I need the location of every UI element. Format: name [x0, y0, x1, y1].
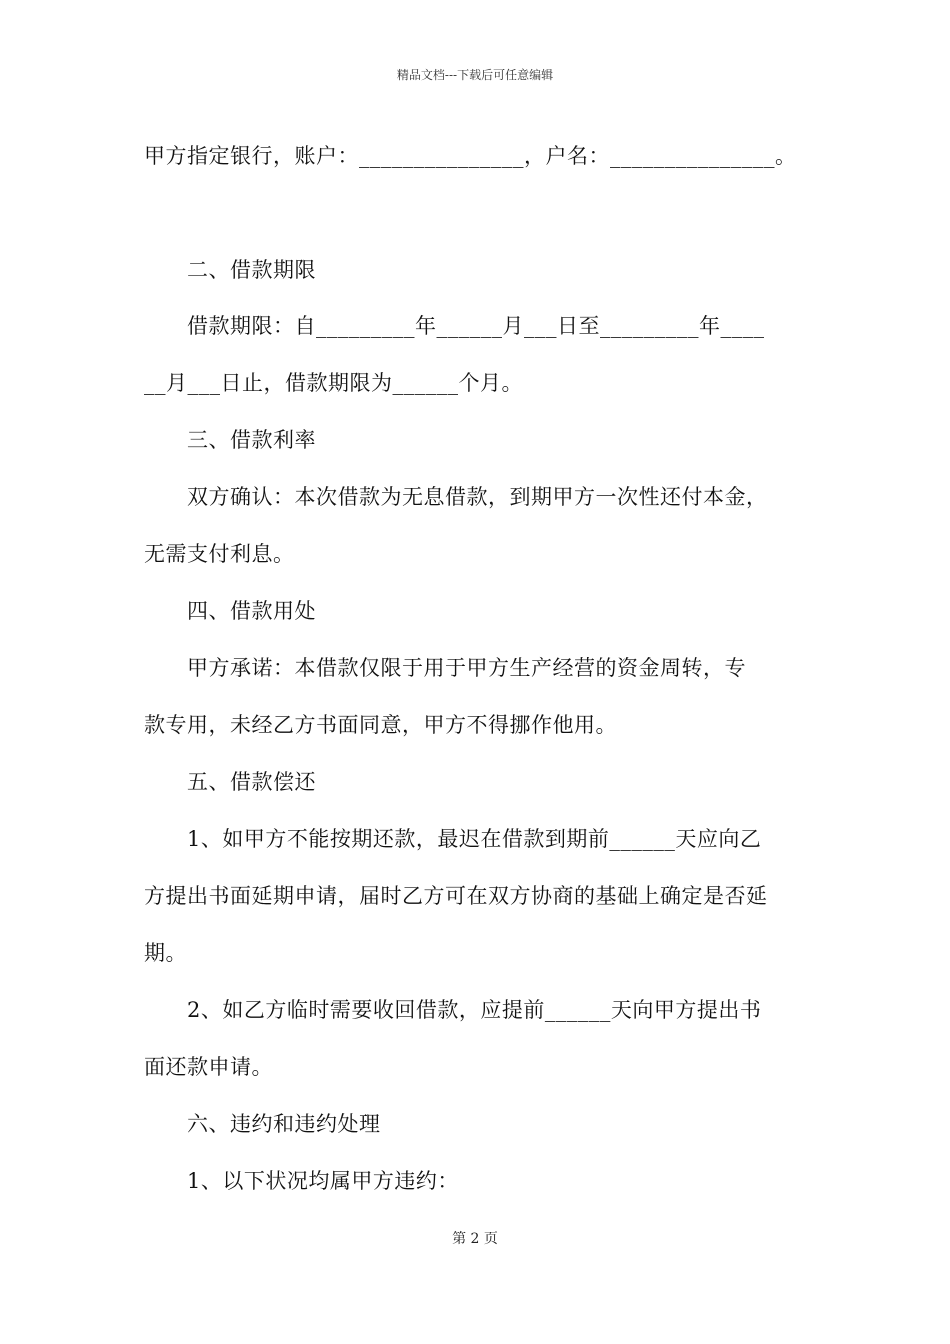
paragraph-line: 借款期限：自_________年______月___日至_________年____ — [144, 314, 765, 338]
paragraph-line: 无需支付利息。 — [144, 542, 295, 566]
paragraph-line: 双方确认：本次借款为无息借款，到期甲方一次性还付本金， — [144, 485, 768, 509]
bank-account-line: 甲方指定银行，账户：_______________，户名：_______________。 — [144, 144, 797, 168]
section-heading-breach: 六、违约和违约处理 — [144, 1112, 381, 1136]
section-heading-loan-term: 二、借款期限 — [144, 258, 316, 282]
paragraph-line: 1、以下状况均属甲方违约： — [144, 1169, 459, 1193]
paragraph-line: __月___日止，借款期限为______个月。 — [144, 371, 523, 395]
paragraph-line: 方提出书面延期申请，届时乙方可在双方协商的基础上确定是否延 — [144, 884, 768, 908]
paragraph-line: 款专用，未经乙方书面同意，甲方不得挪作他用。 — [144, 713, 617, 737]
section-heading-repayment: 五、借款偿还 — [144, 770, 316, 794]
paragraph-line: 1、如甲方不能按期还款，最迟在借款到期前______天应向乙 — [144, 827, 762, 851]
page-header: 精品文档---下载后可任意编辑 — [396, 68, 554, 82]
paragraph-line: 面还款申请。 — [144, 1055, 273, 1079]
section-heading-interest: 三、借款利率 — [144, 428, 316, 452]
paragraph-line: 期。 — [144, 941, 187, 965]
page-number: 第 2 页 — [452, 1231, 498, 1247]
paragraph-line: 甲方承诺：本借款仅限于用于甲方生产经营的资金周转，专 — [144, 656, 746, 680]
section-heading-usage: 四、借款用处 — [144, 599, 316, 623]
paragraph-line: 2、如乙方临时需要收回借款，应提前______天向甲方提出书 — [144, 998, 762, 1022]
